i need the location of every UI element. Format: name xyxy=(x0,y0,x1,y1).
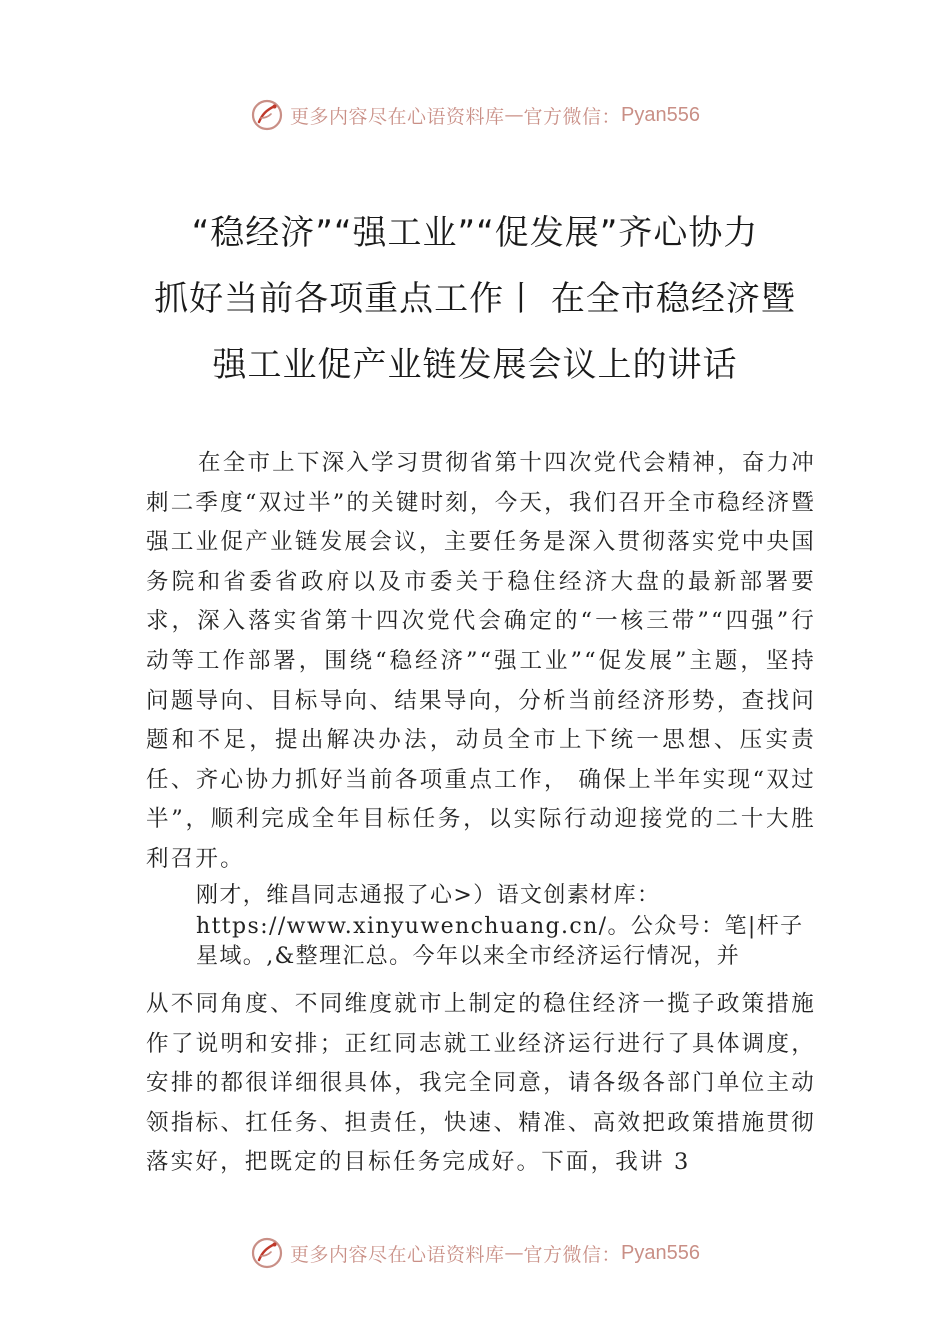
brush-logo-icon xyxy=(250,1236,284,1270)
banner-separator: — xyxy=(504,1242,524,1264)
title-line-3: 强工业促产业链发展会议上的讲话 xyxy=(212,345,738,385)
footer-banner xyxy=(0,1233,950,1273)
paragraph-2: 刚才，维昌同志通报了心>）语文创素材库：https://www.xinyuwenchuang.cn/。公众号：笔|杆子星域。,&整理汇总。今年以来全市经济运行情况，并 xyxy=(196,883,804,969)
title-line-2: 抓好当前各项重点工作丨 在全市稳经济暨 xyxy=(154,279,796,319)
banner-text: 更多内容尽在心语资料库 xyxy=(290,105,505,128)
banner-separator: — xyxy=(504,104,524,126)
document-title xyxy=(100,200,850,398)
banner-wechat-label: 官方微信： xyxy=(523,1243,622,1266)
paragraph-1: 在全市上下深入学习贯彻省第十四次党代会精神，奋力冲刺二季度“双过半”的关键时刻，今天，我们召开全市稳经济暨强工业促产业链发展会议，主要任务是深入贯彻落实党中央国务院和省委省政府以及市委关于稳住经济大盘的最新部署要求，深入落实省第十四次党代会确定的“一核三带”“四强”行动等工作部署，围绕“稳经济”“强工业”“促发展”主题，坚持问题导向、目标导向、结果导向，分析当前经济形势，查找问题和不足，提出解决办法，动员全市上下统一思想、压实责任、齐心协力抓好当前各项重点工作， 确保上半年实现“双过半”，顺利完成全年目标任务，以实际行动迎接党的二十大胜利召开。 xyxy=(146,450,816,872)
paragraph-3: 从不同角度、不同维度就市上制定的稳住经济一揽子政策措施作了说明和安排；正红同志就工业经济运行进行了具体调度，安排的都很详细很具体，我完全同意，请各级各部门单位主动领指标、扛任务、担责任，快速、精准、高效把政策措施贯彻落实好，把既定的目标任务完成好。下面，我讲 3 xyxy=(146,991,816,1176)
banner-text: 更多内容尽在心语资料库 xyxy=(290,1243,505,1266)
brush-logo-icon xyxy=(250,98,284,132)
banner-wechat-id: Pyan556 xyxy=(621,1241,700,1264)
title-line-1: “稳经济”“强工业”“促发展”齐心协力 xyxy=(191,213,759,253)
banner-wechat-id: Pyan556 xyxy=(621,103,700,126)
banner-wechat-label: 官方微信： xyxy=(523,105,622,128)
header-banner xyxy=(0,95,950,135)
